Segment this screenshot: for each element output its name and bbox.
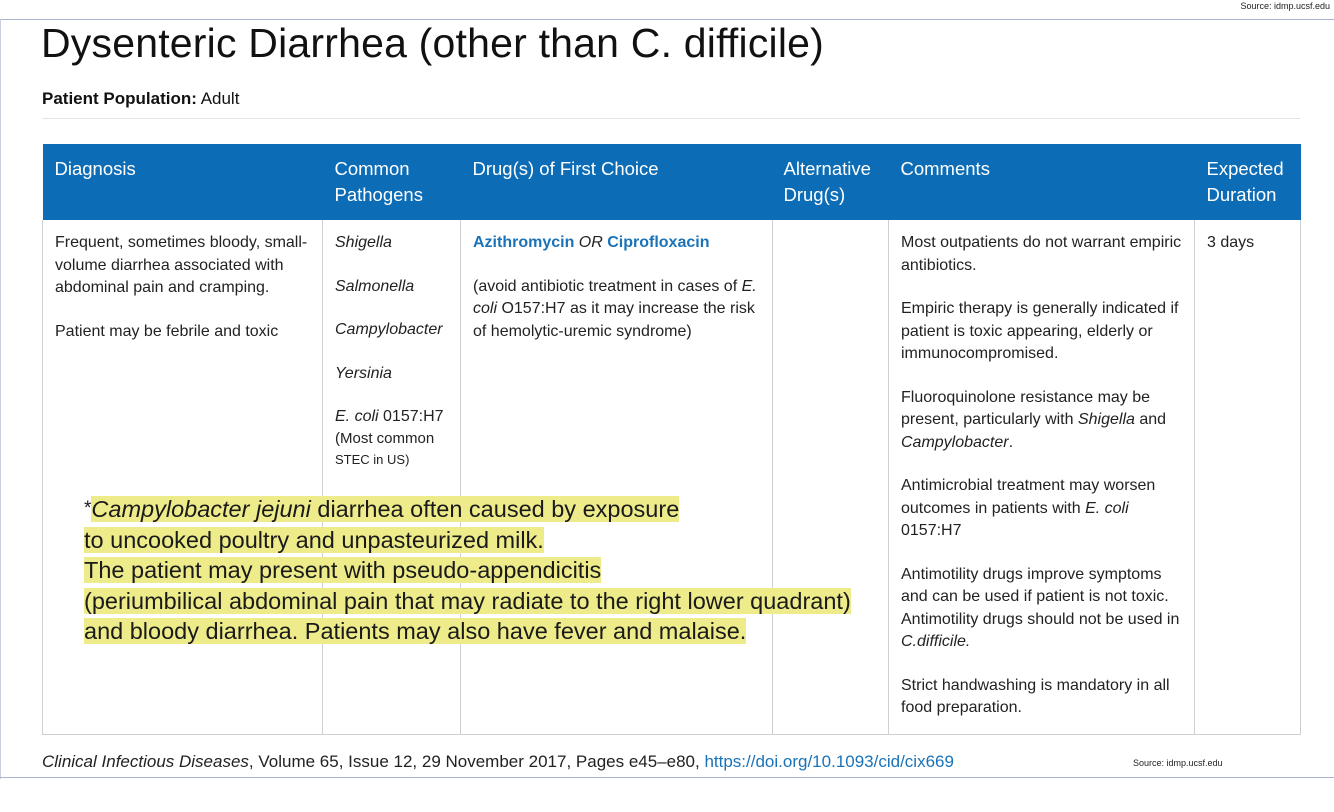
patient-population [42,89,239,109]
first-choice-note [473,276,760,344]
table-header-row [43,144,1301,220]
comment-3-campylobacter: Campylobacter [901,433,1009,451]
callout-star: * [84,498,92,519]
comment-5 [901,564,1182,654]
table-row [43,220,1301,735]
bottom-divider [0,777,1334,778]
pathogen-ecoli [335,406,448,428]
comment-3-shigella: Shigella [1077,411,1135,428]
comment-4-post: 0157:H7 [901,522,962,539]
comment-3-pre: Fluoroquinolone resistance may be present, particularly with [901,388,1151,428]
citation [42,752,954,772]
cell-diagnosis [43,220,323,735]
comment-3-and: and [1134,411,1167,428]
callout-line-3-text: The patient may present with pseudo-appendicitis [84,557,602,583]
callout-line-1 [84,494,851,525]
cell-comments [889,220,1195,735]
callout-line-2 [84,525,851,556]
header-first-choice: Drug(s) of First Choice [461,144,773,220]
comment-4 [901,475,1182,543]
cell-first-choice [461,220,773,735]
pathogen-ecoli-strain: 0157:H7 [378,408,444,425]
population-value: Adult [200,89,240,108]
comment-3-end: . [1008,433,1014,451]
drug-ciprofloxacin: Ciprofloxacin [607,234,710,251]
callout-line-4 [84,586,851,617]
comment-4-pre: Antimicrobial treatment may worsen outcomes in patients with [901,477,1156,517]
header-comments: Comments [889,144,1195,220]
left-divider [0,19,1,779]
cell-pathogens [323,220,461,735]
drug-or: OR [574,234,608,251]
callout-line-5-text: and bloody diarrhea. Patients may also have fever and malaise. [84,618,747,644]
highlight-callout [84,494,851,647]
citation-details: , Volume 65, Issue 12, 29 November 2017, Pages e45–e80, [248,752,705,771]
callout-line-3 [84,555,851,586]
callout-organism: Campylobacter jejuni [91,496,311,522]
callout-line-2-text: to uncooked poultry and unpasteurized milk. [84,526,544,553]
population-divider [42,118,1300,119]
comment-6: Strict handwashing is mandatory in all food preparation. [901,676,1170,716]
callout-line-1-text: diarrhea often caused by exposure [310,496,680,522]
header-pathogens: Common Pathogens [323,144,461,220]
comment-3 [901,387,1182,455]
first-choice-drugs [473,232,760,255]
pathogen-ecoli-note [335,428,448,470]
callout-line-5 [84,616,851,647]
source-label-top: Source: idmp.ucsf.edu [1240,1,1330,11]
note-ecoli: E. coli [473,277,757,317]
callout-line-4-text: (periumbilical abdominal pain that may radiate to the right lower quadrant) [84,587,851,614]
citation-journal: Clinical Infectious Diseases [42,752,249,771]
header-diagnosis: Diagnosis [43,144,323,220]
ecoli-note-line-1: (Most common [335,430,435,447]
source-label-bottom: Source: idmp.ucsf.edu [1133,758,1223,768]
header-alternative: Alternative Drug(s) [773,144,889,220]
cell-alternative [773,220,889,735]
pathogen-ecoli-name: E. coli [335,408,379,425]
cell-duration: 3 days [1195,220,1301,735]
comment-5-pre: Antimotility drugs improve symptoms and can be used if patient is not toxic. Antimotility drugs should not be used in [901,565,1180,628]
citation-doi-link[interactable]: https://doi.org/10.1093/cid/cix669 [704,752,954,771]
pathogen-salmonella: Salmonella [335,277,415,295]
comment-5-cdiff: C.difficile. [901,633,971,650]
header-duration: Expected Duration [1195,144,1301,220]
ecoli-note-line-2: STEC in US) [335,452,410,467]
drug-azithromycin: Azithromycin [473,234,575,251]
population-label: Patient Population: [42,89,197,108]
page-title: Dysenteric Diarrhea (other than C. difficile) [41,20,824,66]
note-pre: (avoid antibiotic treatment in cases of [473,277,742,295]
comment-1: Most outpatients do not warrant empiric antibiotics. [901,234,1182,274]
pathogen-campylobacter: Campylobacter [335,321,443,338]
diagnosis-text-1: Frequent, sometimes bloody, small-volume diarrhea associated with abdominal pain and cramping. [55,234,308,296]
pathogen-yersinia: Yersinia [335,364,392,382]
note-post: O157:H7 as it may increase the risk of hemolytic-uremic syndrome) [473,300,755,340]
pathogen-shigella: Shigella [335,234,392,251]
comment-2: Empiric therapy is generally indicated if patient is toxic appearing, elderly or immunocompromised. [901,300,1179,362]
diagnosis-text-2: Patient may be febrile and toxic [55,322,279,340]
comment-4-ecoli: E. coli [1085,499,1129,517]
